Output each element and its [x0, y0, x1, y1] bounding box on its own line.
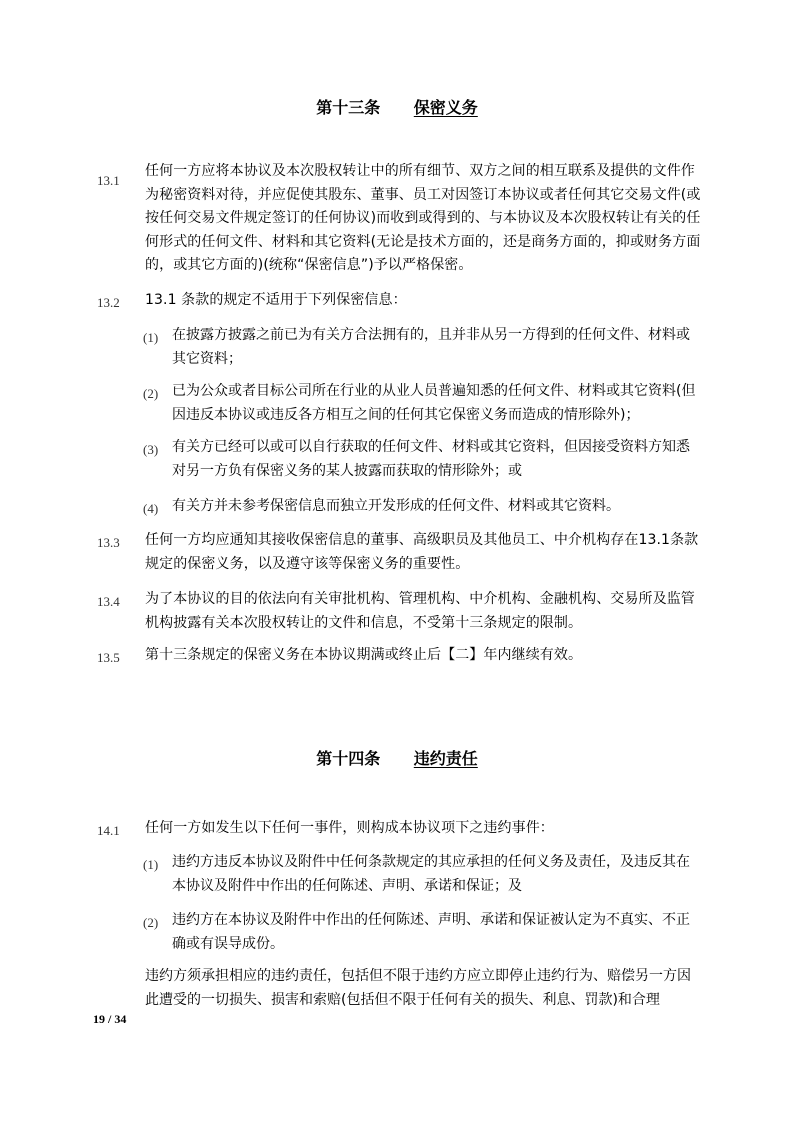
- section-13-heading: [0, 98, 794, 118]
- section-14-title: 违约责任: [413, 749, 478, 768]
- item-number: (4): [143, 501, 159, 516]
- clause-text: 13.1 条款的规定不适用于下列保密信息：: [145, 292, 407, 308]
- item-text: 违约方在本协议及附件中作出的任何陈述、声明、承诺和保证被认定为不真实、不正确或有误导成份。: [172, 912, 690, 952]
- item-number: (2): [143, 915, 159, 930]
- clause-text: 第十三条规定的保密义务在本协议期满或终止后【二】年内继续有效。: [145, 647, 583, 663]
- item-number: (1): [143, 330, 159, 345]
- clause-text: 任何一方如发生以下任何一事件，则构成本协议项下之违约事件：: [145, 820, 554, 836]
- item-number: (2): [143, 386, 159, 401]
- clause-text: 任何一方均应通知其接收保密信息的董事、高级职员及其他员工、中介机构存在13.1条款规定的保密义务，以及遵守该等保密义务的重要性。: [145, 532, 699, 572]
- item-text: 违约方违反本协议及附件中任何条款规定的其应承担的任何义务及责任，及违反其在本协议及附件中作出的任何陈述、声明、承诺和保证；及: [172, 854, 690, 894]
- clause-number: 13.5: [97, 650, 120, 665]
- item-text: 有关方并未参考保密信息而独立开发形成的任何文件、材料或其它资料。: [172, 498, 620, 514]
- section-13-number: 第十三条: [316, 98, 381, 117]
- item-text: 已为公众或者目标公司所在行业的从业人员普遍知悉的任何文件、材料或其它资料(但因违反本协议或违反各方相互之间的任何其它保密义务而造成的情形除外)；: [172, 383, 696, 423]
- page-number: 19 / 34: [93, 1012, 127, 1026]
- section-13-title: 保密义务: [413, 98, 478, 117]
- section-14-number: 第十四条: [316, 749, 381, 768]
- item-text: 有关方已经可以或可以自行获取的任何文件、材料或其它资料，但因接受资料方知悉对另一方负有保密义务的某人披露而获取的情形除外；或: [172, 439, 690, 479]
- clause-number: 13.1: [97, 173, 120, 188]
- item-text: 在披露方披露之前已为有关方合法拥有的，且并非从另一方得到的任何文件、材料或其它资料；: [172, 327, 690, 367]
- section-14-heading: [0, 749, 794, 769]
- clause-number: 13.2: [97, 295, 120, 310]
- item-number: (3): [143, 442, 159, 457]
- liability-paragraph: 违约方须承担相应的违约责任，包括但不限于违约方应立即停止违约行为、赔偿另一方因此遭受的一切损失、损害和索赔(包括但不限于任何有关的损失、利息、罚款)和合理: [145, 968, 691, 1008]
- clause-number: 14.1: [97, 823, 120, 838]
- clause-text: 任何一方应将本协议及本次股权转让中的所有细节、双方之间的相互联系及提供的文件作为秘密资料对待，并应促使其股东、董事、员工对因签订本协议或者任何其它交易文件(或按任何交易文件规定签订的任何协议)而收到或得到的、与本协议及本次股权转让有关的任何形式的任何文件、材料和其它资料(无论是技术方面的，还是商务方面的，抑或财务方面的，或其它方面的)(统称“保密信息”)予以严格保密。: [145, 163, 701, 273]
- item-number: (1): [143, 857, 159, 872]
- clause-text: 为了本协议的目的依法向有关审批机构、管理机构、中介机构、金融机构、交易所及监管机构披露有关本次股权转让的文件和信息，不受第十三条规定的限制。: [145, 591, 695, 631]
- clause-number: 13.3: [97, 535, 120, 550]
- clause-number: 13.4: [97, 594, 120, 609]
